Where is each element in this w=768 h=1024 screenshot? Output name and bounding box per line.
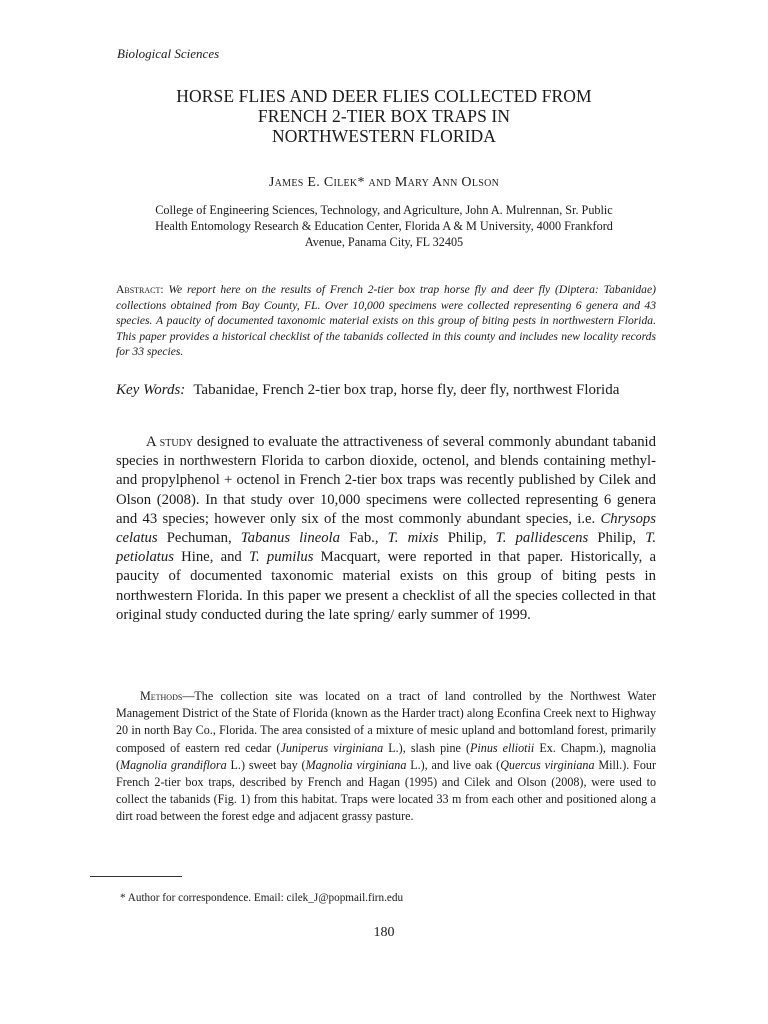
intro-paragraph — [116, 433, 656, 625]
section-label: Biological Sciences — [117, 46, 220, 61]
species-name: Magnolia grandiflora — [120, 757, 227, 772]
species-name: Tabanus lineola — [240, 530, 340, 547]
species-name: Pinus elliotii — [470, 740, 535, 755]
species-name: Juniperus virginiana — [280, 740, 384, 755]
introduction — [116, 433, 656, 625]
methods-heading: Methods — [140, 689, 183, 703]
methods-paragraph — [116, 688, 656, 826]
species-name: T. petiolatus — [116, 530, 656, 566]
intro-lead: A study — [146, 434, 194, 450]
affiliation-line-1: College of Engineering Sciences, Technology, and Agriculture, John A. Mulrennan, Sr. Public — [155, 203, 613, 217]
abstract-label: Abstract: — [116, 283, 164, 296]
page-number: 180 — [373, 925, 395, 940]
methods-text: L.) sweet bay ( — [226, 757, 306, 772]
keywords-text: Tabanidae, French 2-tier box trap, horse fly, deer fly, northwest Florida — [193, 382, 620, 398]
abstract-text: We report here on the results of French 2-tier box trap horse fly and deer fly (Diptera: Tabanidae) collections obtained from Bay County, FL. Over 10,000 specimens were collected representing 6 genera and 43 species. A paucity of documented taxonomic material exists on this group of biting pests in northwestern Florida. This paper provides a historical checklist of the tabanids collected in this county and includes new locality records for 33 species. — [116, 283, 656, 359]
species-name: Quercus virginiana — [500, 757, 595, 772]
species-name: Chrysops celatus — [116, 510, 656, 547]
article-title — [100, 86, 668, 146]
footnote-divider — [90, 876, 182, 877]
intro-text: Pechuman, — [157, 530, 241, 547]
title-line-1: HORSE FLIES AND DEER FLIES COLLECTED FROM — [176, 86, 592, 106]
title-line-3: NORTHWESTERN FLORIDA — [271, 126, 497, 146]
affiliation — [110, 203, 658, 250]
methods-text: L.), slash pine ( — [383, 740, 471, 755]
affiliation-line-3: Avenue, Panama City, FL 32405 — [304, 234, 464, 249]
species-name: Magnolia virginiana — [305, 757, 407, 772]
author-line: James E. Cilek* and Mary Ann Olson — [268, 175, 500, 190]
intro-text: Philip, — [438, 530, 496, 547]
methods-text: Mill.). Four French 2-tier box traps, described by French and Hagan (1995) and Cilek and Olson (2008), were used to collect the tabanids (Fig. 1) from this habitat. Traps were located 33 m from each other and positioned along a dirt road between the forest edge and adjacent grassy pasture. — [116, 757, 656, 824]
intro-text: Hine, and — [173, 549, 249, 566]
intro-text: designed to evaluate the attractiveness of several commonly abundant tabanid species in northwestern Florida to carbon dioxide, octenol, and blends containing methyl- and propylphenol + octenol in French 2-tier box traps was recently published by Cilek and Olson (2008). In that study over 10,000 specimens were collected representing 6 genera and 43 species; however only six of the most commonly abundant species, i.e. — [116, 434, 656, 527]
footnote: * Author for correspondence. Email: cilek_J@popmail.firn.edu — [120, 892, 404, 904]
species-name: T. mixis — [387, 530, 439, 547]
title-line-2: FRENCH 2-TIER BOX TRAPS IN — [257, 106, 511, 126]
intro-text: Philip, — [588, 530, 646, 547]
abstract — [116, 282, 656, 360]
methods-text: L.), and live oak ( — [406, 757, 501, 772]
methods-text: Ex. Chapm.), magnolia ( — [116, 740, 657, 772]
species-name: T. pumilus — [248, 549, 314, 566]
keywords-label: Key Words: — [116, 382, 186, 398]
methods-section — [116, 688, 656, 826]
intro-text: Fab., — [339, 530, 388, 547]
keywords — [116, 380, 656, 400]
methods-text: —The collection site was located on a tract of land controlled by the Northwest Water Management District of the State of Florida (known as the Harder tract) along Econfina Creek next to Highway 20 in north Bay Co., Florida. The area consisted of a mixture of mesic upland and bottomland forest, primarily composed of eastern red cedar ( — [116, 689, 656, 755]
species-name: T. pallidescens — [495, 530, 589, 547]
affiliation-line-2: Health Entomology Research & Education Center, Florida A & M University, 4000 Frankford — [155, 218, 613, 233]
intro-text: Macquart, were reported in that paper. Historically, a paucity of documented taxonomic material exists on this group of biting pests in northwestern Florida. In this paper we present a checklist of all the species collected in that original study conducted during the late spring/ early summer of 1999. — [116, 549, 656, 623]
